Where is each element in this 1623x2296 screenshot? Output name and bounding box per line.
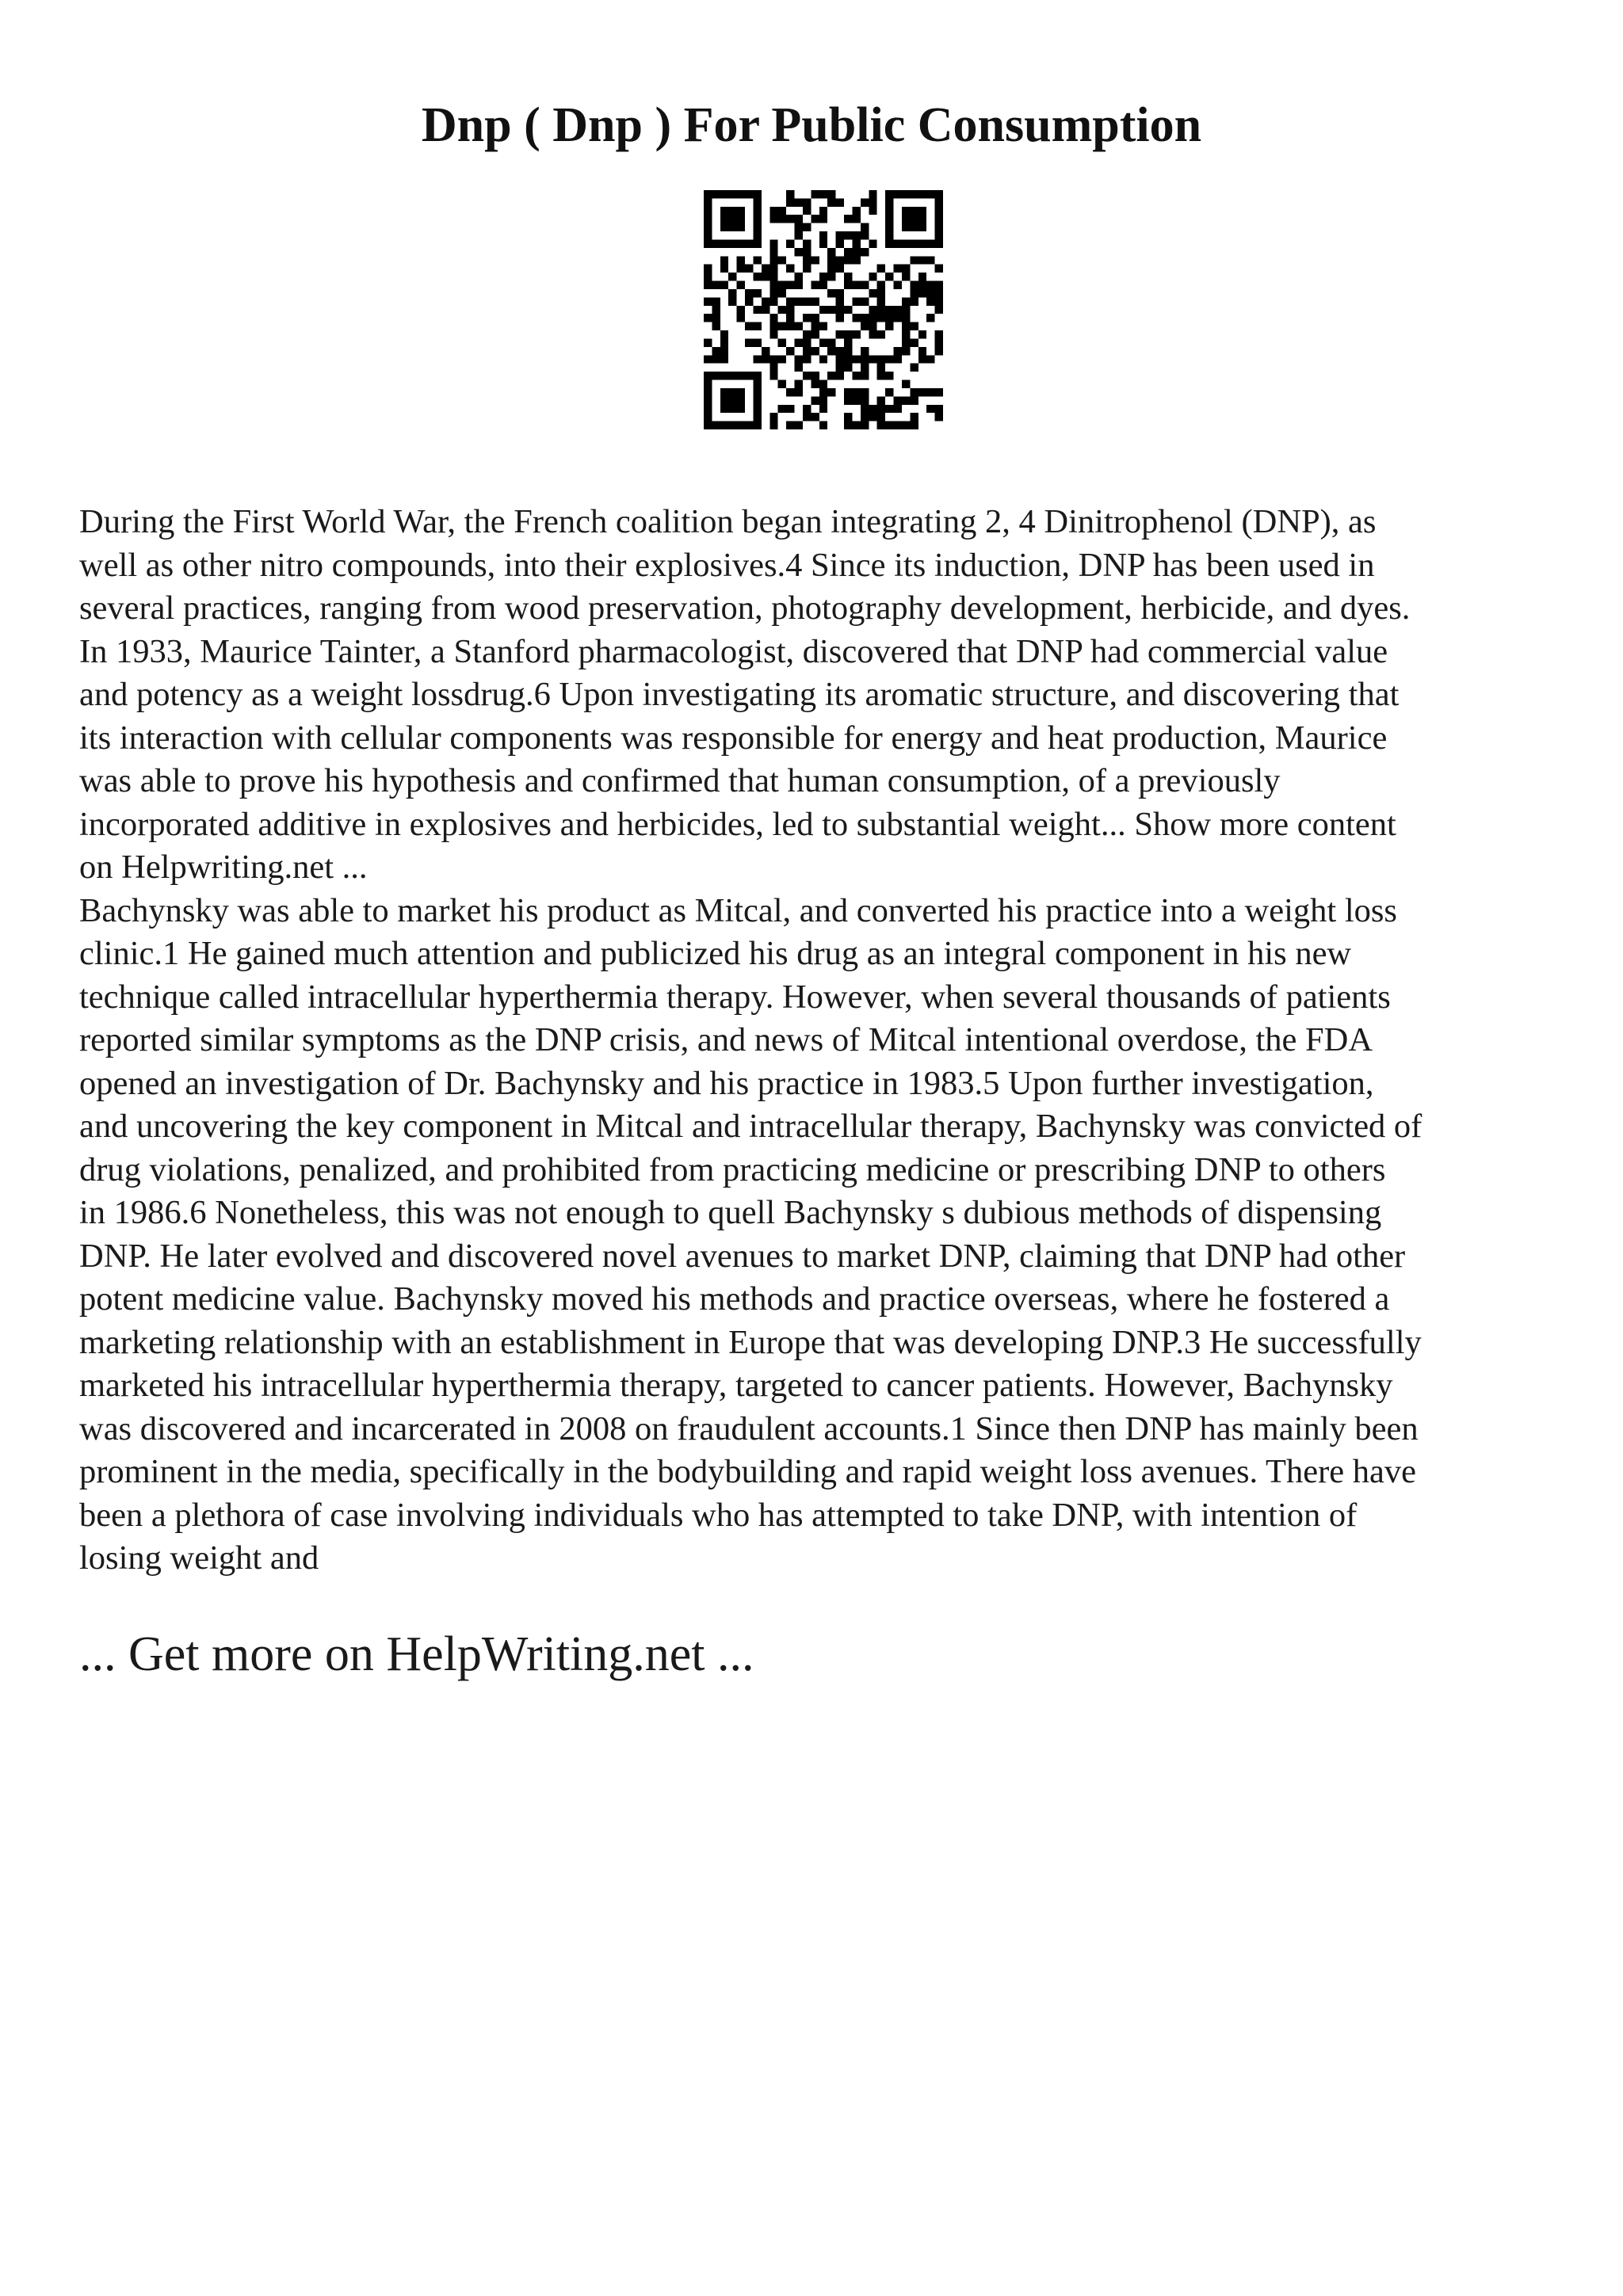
article-body xyxy=(79,501,1569,1581)
text-line: marketing relationship with an establishment in Europe that was developing DNP.3 He successfully xyxy=(79,1323,1422,1361)
paragraph-2 xyxy=(79,890,1569,1581)
text-line: in 1986.6 Nonetheless, this was not enough to quell Bachynsky s dubious methods of dispensing xyxy=(79,1194,1382,1231)
page-title: Dnp ( Dnp ) For Public Consumption xyxy=(421,98,1202,152)
text-line: several practices, ranging from wood preservation, photography development, herbicide, and dyes. xyxy=(79,589,1411,627)
text-line: prominent in the media, specifically in the bodybuilding and rapid weight loss avenues. There have xyxy=(79,1453,1416,1490)
qr-code-icon xyxy=(704,190,943,429)
text-line: clinic.1 He gained much attention and publicized his drug as an integral component in his new xyxy=(79,935,1352,972)
text-line: and potency as a weight lossdrug.6 Upon investigating its aromatic structure, and discovering that xyxy=(79,676,1400,713)
text-line: its interaction with cellular components was responsible for energy and heat production, Maurice xyxy=(79,719,1388,757)
get-more-link[interactable]: ... Get more on HelpWriting.net ... xyxy=(79,1627,754,1681)
text-line: opened an investigation of Dr. Bachynsky and his practice in 1983.5 Upon further investigation, xyxy=(79,1064,1374,1102)
text-line: marketed his intracellular hyperthermia therapy, targeted to cancer patients. However, Bachynsky xyxy=(79,1367,1393,1404)
text-line: well as other nitro compounds, into their explosives.4 Since its induction, DNP has been used in xyxy=(79,546,1375,584)
text-line: losing weight and xyxy=(79,1539,319,1577)
text-line: During the First World War, the French coalition began integrating 2, 4 Dinitrophenol (DNP), as xyxy=(79,503,1377,540)
text-line: technique called intracellular hyperthermia therapy. However, when several thousands of patients xyxy=(79,978,1391,1016)
text-line: reported similar symptoms as the DNP crisis, and news of Mitcal intentional overdose, the FDA xyxy=(79,1021,1373,1058)
text-line: incorporated additive in explosives and herbicides, led to substantial weight... Show more content xyxy=(79,805,1396,843)
text-line: potent medicine value. Bachynsky moved his methods and practice overseas, where he fostered a xyxy=(79,1280,1390,1318)
text-line: on Helpwriting.net ... xyxy=(79,849,368,886)
text-line: been a plethora of case involving individuals who has attempted to take DNP, with intention of xyxy=(79,1496,1358,1534)
paragraph-1 xyxy=(79,501,1569,890)
text-line: In 1933, Maurice Tainter, a Stanford pharmacologist, discovered that DNP had commercial value xyxy=(79,632,1388,670)
text-line: DNP. He later evolved and discovered novel avenues to market DNP, claiming that DNP had other xyxy=(79,1237,1406,1275)
text-line: drug violations, penalized, and prohibited from practicing medicine or prescribing DNP to others xyxy=(79,1150,1386,1188)
text-line: and uncovering the key component in Mitcal and intracellular therapy, Bachynsky was convicted of xyxy=(79,1108,1423,1145)
text-line: was discovered and incarcerated in 2008 on fraudulent accounts.1 Since then DNP has mainly been xyxy=(79,1409,1419,1447)
text-line: was able to prove his hypothesis and confirmed that human consumption, of a previously xyxy=(79,762,1281,799)
text-line: Bachynsky was able to market his product as Mitcal, and converted his practice into a weight loss xyxy=(79,891,1397,929)
